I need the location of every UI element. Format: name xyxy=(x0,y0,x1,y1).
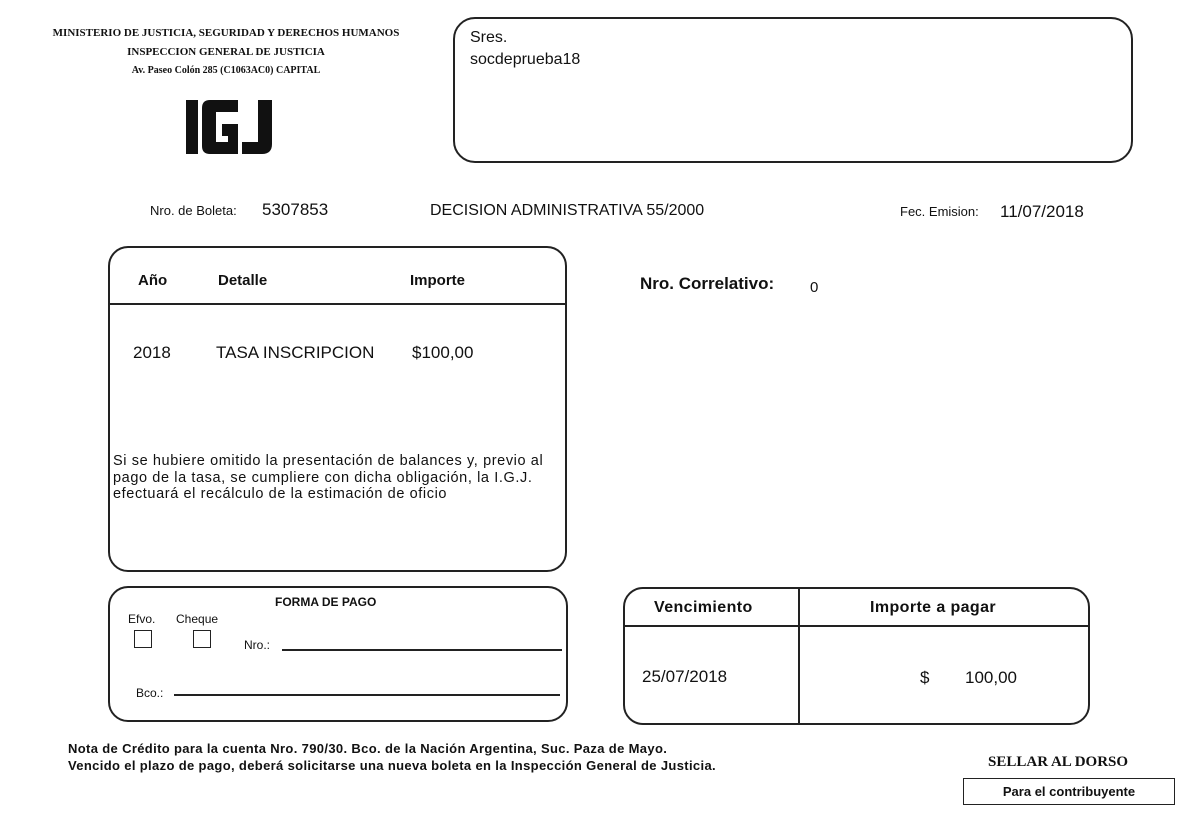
cheque-checkbox[interactable] xyxy=(193,630,211,648)
detail-box xyxy=(108,246,567,572)
detail-header-divider xyxy=(110,303,565,305)
cash-label: Efvo. xyxy=(128,612,156,626)
currency-symbol: $ xyxy=(920,668,930,687)
balance-note: Si se hubiere omitido la presentación de balances y, previo al pago de la tasa, se cumpliere con dicha obligación, la I.G.J. efectuará el recálculo de la estimación de oficio xyxy=(113,453,544,502)
detail-row-year: 2018 xyxy=(133,343,171,362)
due-column-divider xyxy=(798,589,800,723)
detail-header-amount: Importe xyxy=(410,272,466,289)
recipient-greeting: Sres. xyxy=(470,29,508,46)
bank-field[interactable] xyxy=(174,694,560,696)
due-date-header: Vencimiento xyxy=(654,599,753,616)
igj-logo xyxy=(186,98,274,156)
detail-header-description: Detalle xyxy=(218,272,268,289)
recipient-name: socdeprueba18 xyxy=(470,51,581,68)
copy-label: Para el contribuyente xyxy=(963,778,1175,805)
detail-row-amount: $100,00 xyxy=(412,343,474,362)
expiry-note-line: Vencido el plazo de pago, deberá solicitarse una nueva boleta en la Inspección General de Justicia. xyxy=(68,758,717,773)
cheque-label: Cheque xyxy=(176,612,219,626)
ministry-title: MINISTERIO DE JUSTICIA, SEGURIDAD Y DERECHOS HUMANOS xyxy=(52,27,400,39)
due-header-divider xyxy=(625,625,1088,627)
correlative-number: 0 xyxy=(810,279,819,296)
correlative-label: Nro. Correlativo: xyxy=(640,274,775,293)
cheque-number-label: Nro.: xyxy=(244,638,271,652)
credit-note-line: Nota de Crédito para la cuenta Nro. 790/30. Bco. de la Nación Argentina, Suc. Paza de Mayo. xyxy=(68,741,668,756)
bank-label: Bco.: xyxy=(136,686,164,700)
agency-address: Av. Paseo Colón 285 (C1063AC0) CAPITAL xyxy=(131,65,321,76)
payment-form-title: FORMA DE PAGO xyxy=(275,595,377,609)
cheque-number-field[interactable] xyxy=(282,649,562,651)
recipient-box xyxy=(453,17,1133,163)
detail-header-year: Año xyxy=(138,272,168,289)
amount-due: 100,00 xyxy=(965,668,1017,687)
emission-date-label: Fec. Emision: xyxy=(900,204,979,219)
boleta-number: 5307853 xyxy=(262,200,329,219)
emission-date: 11/07/2018 xyxy=(1000,202,1084,221)
decision-reference: DECISION ADMINISTRATIVA 55/2000 xyxy=(430,202,705,219)
stamp-instruction: SELLAR AL DORSO xyxy=(988,754,1129,770)
cash-checkbox[interactable] xyxy=(134,630,152,648)
amount-due-header: Importe a pagar xyxy=(870,599,997,616)
boleta-label: Nro. de Boleta: xyxy=(150,203,237,218)
due-date: 25/07/2018 xyxy=(642,667,728,686)
agency-title: INSPECCION GENERAL DE JUSTICIA xyxy=(127,46,325,58)
detail-row-description: TASA INSCRIPCION xyxy=(216,343,375,362)
